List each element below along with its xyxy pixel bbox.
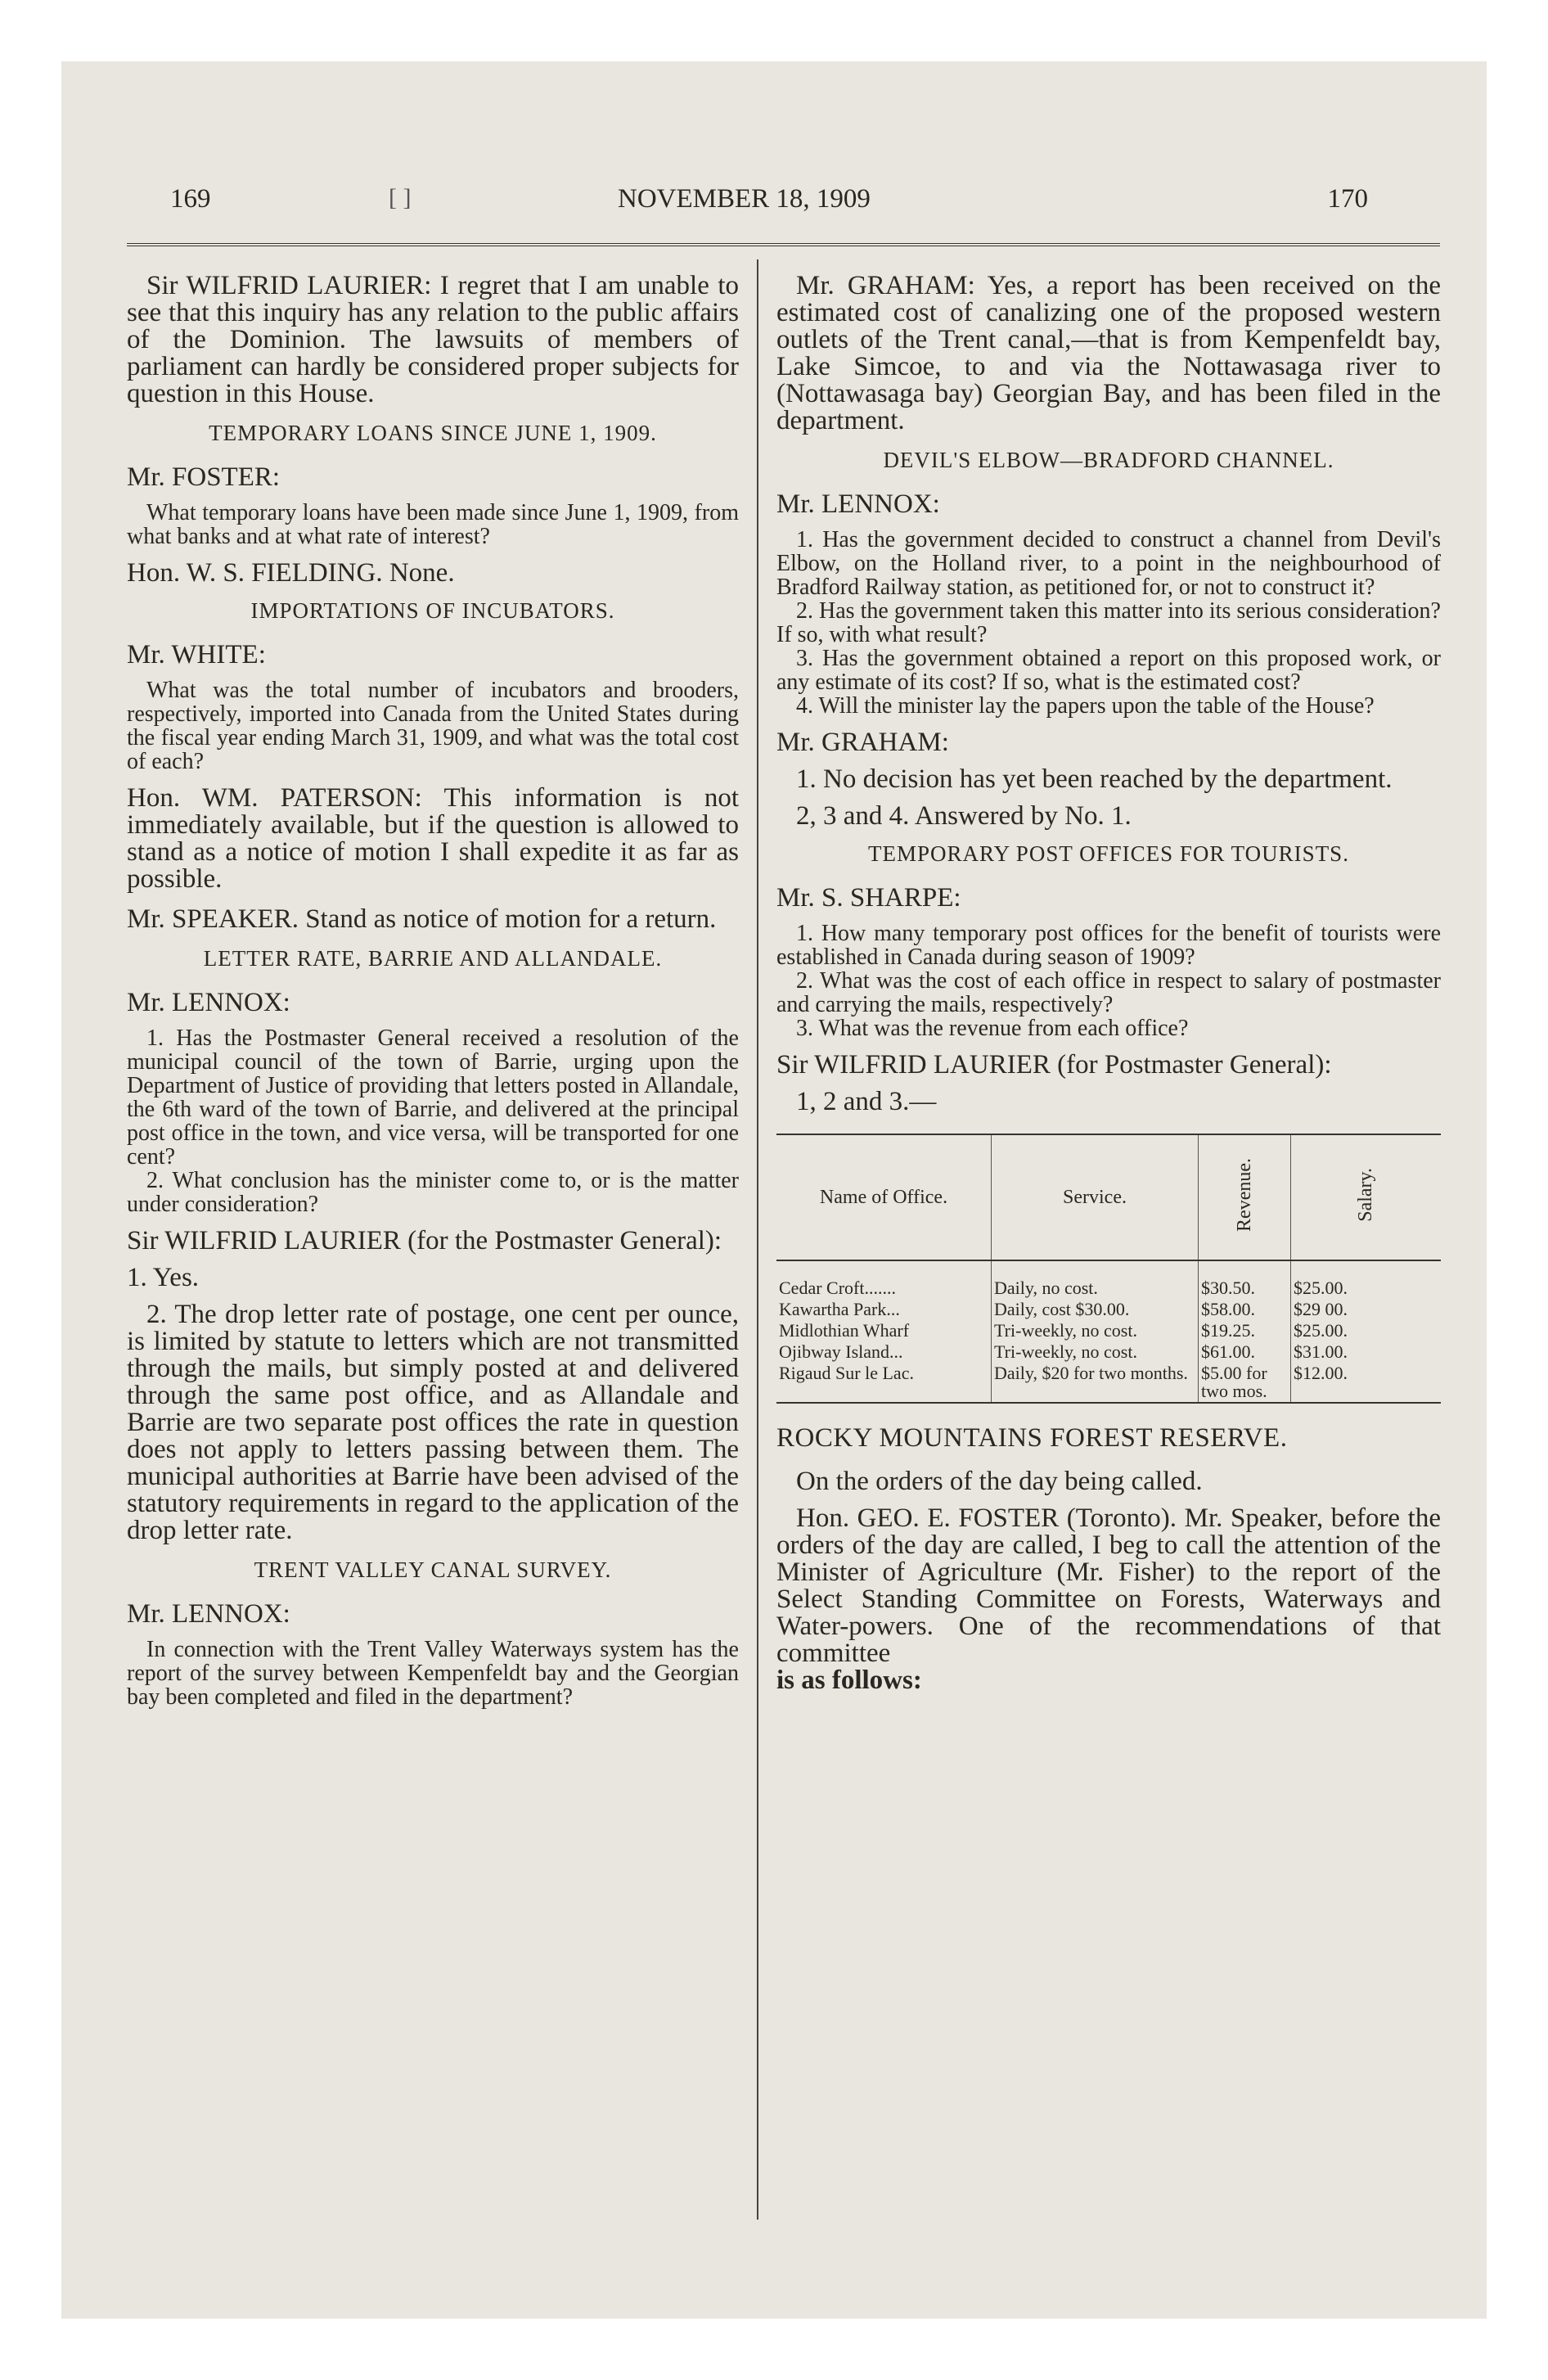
cell-salary: $12.00. [1291, 1363, 1442, 1403]
paragraph: Sir WILFRID LAURIER: I regret that I am unable to see that this inquiry has any relation to the public affairs of the Dominion. The lawsuits of members of parliament can hardly be considered proper subjects for question in this House. [127, 271, 739, 408]
answer: 1, 2 and 3.— [796, 1087, 937, 1116]
question-text: 2. Has the government taken this matter into its serious consideration? If so, with what result? [776, 598, 1441, 647]
table-row [776, 1260, 1441, 1299]
question-text: 2. What was the cost of each office in respect to salary of postmaster and carrying the mails, respectively? [776, 968, 1441, 1017]
page-sheet [61, 61, 1487, 2319]
table-row [776, 1320, 1441, 1341]
cell-revenue: $19.25. [1199, 1320, 1291, 1341]
column-rule [757, 259, 758, 2220]
cell-service: Tri-weekly, no cost. [992, 1341, 1199, 1363]
speaker: Mr. WHITE: [127, 640, 266, 669]
cell-salary: $25.00. [1291, 1320, 1442, 1341]
answer: 1. Yes. [127, 1263, 200, 1292]
question [776, 922, 1441, 1040]
salary-header-label: Salary. [1355, 1167, 1376, 1222]
question-text: 3. Has the government obtained a report on this proposed work, or any estimate of its cost? If so, what is the estimated cost? [776, 646, 1441, 695]
page-number-left: 169 [170, 184, 211, 214]
header-date: NOVEMBER 18, 1909 [618, 184, 871, 214]
cell-name: Cedar Croft....... [779, 1278, 896, 1298]
table-row [776, 1363, 1441, 1403]
cell-salary: $31.00. [1291, 1341, 1442, 1363]
table-row [776, 1341, 1441, 1363]
answer: Hon. W. S. FIELDING. None. [127, 558, 455, 588]
cell-revenue: $30.50. [1199, 1260, 1291, 1299]
cell-revenue: $61.00. [1199, 1341, 1291, 1363]
page-header [61, 184, 1487, 233]
cell-name: Kawartha Park... [779, 1299, 900, 1319]
paragraph: Mr. GRAHAM: Yes, a report has been received on the estimated cost of canalizing one of the proposed western outlets of the Trent canal,—that is from Kempenfeldt bay, Lake Simcoe, to and via the Nottawasaga river to (Nottawasaga bay) Georgian Bay, and has been filed in the department. [776, 271, 1441, 435]
left-column [127, 273, 739, 1720]
speaker: Mr. LENNOX: [127, 1599, 290, 1629]
speaker: Sir WILFRID LAURIER (for the Postmaster General): [127, 1226, 722, 1255]
cell-name: Ojibway Island... [779, 1341, 903, 1362]
answer: 2, 3 and 4. Answered by No. 1. [796, 801, 1132, 831]
margin-mark: [ ] [389, 184, 412, 211]
question-text: What was the total number of incubators and brooders, respectively, imported into Canada from the United States during the fiscal year ending March 31, 1909, and what was the total cost of each? [127, 678, 739, 774]
cell-revenue: $5.00 for two mos. [1199, 1363, 1291, 1403]
speaker: Mr. LENNOX: [127, 988, 290, 1017]
post-office-table [776, 1134, 1441, 1404]
column-header-revenue [1199, 1134, 1291, 1260]
section-heading: TRENT VALLEY CANAL SURVEY. [254, 1557, 612, 1582]
question-text: 2. What conclusion has the minister come to, or is the matter under consideration? [127, 1168, 739, 1217]
page-number-right: 170 [1327, 184, 1368, 214]
answer: Mr. SPEAKER. Stand as notice of motion for a return. [127, 904, 717, 934]
section-heading: IMPORTATIONS OF INCUBATORS. [250, 598, 615, 623]
cell-service: Daily, no cost. [992, 1260, 1199, 1299]
cell-salary: $29 00. [1291, 1299, 1442, 1320]
cell-revenue: $58.00. [1199, 1299, 1291, 1320]
answer: 1. No decision has yet been reached by the department. [796, 764, 1393, 794]
speaker: Mr. LENNOX: [776, 489, 940, 519]
cell-salary: $25.00. [1291, 1260, 1442, 1299]
question-text: 1. How many temporary post offices for the benefit of tourists were established in Canada during season of 1909? [776, 921, 1441, 970]
question-text: 3. What was the revenue from each office? [796, 1016, 1189, 1041]
question [127, 501, 739, 548]
section-heading: ROCKY MOUNTAINS FOREST RESERVE. [776, 1423, 1288, 1453]
column-header-service: Service. [992, 1134, 1199, 1260]
question [127, 1638, 739, 1709]
right-column [776, 273, 1441, 1707]
section-heading: TEMPORARY LOANS SINCE JUNE 1, 1909. [209, 421, 657, 445]
question-text: 1. Has the Postmaster General received a resolution of the municipal council of the town of Barrie, urging upon the Department of Justice of providing that letters posted in Allandale, the 6th ward of the town of Barrie, and delivered at the principal post office in the town, and vice versa, will be transported for one cent? [127, 1025, 739, 1170]
question-text: In connection with the Trent Valley Waterways system has the report of the survey between Kempenfeldt bay and the Georgian bay been completed and filed in the department? [127, 1637, 739, 1710]
question-text: What temporary loans have been made since June 1, 1909, from what banks and at what rate of interest? [127, 500, 739, 549]
answer: Hon. WM. PATERSON: This information is not immediately available, but if the question is allowed to stand as a notice of motion I shall expedite it as far as possible. [127, 783, 739, 894]
table-row [776, 1299, 1441, 1320]
cell-name: Midlothian Wharf [779, 1320, 910, 1341]
paragraph-end: is as follows: [776, 1666, 922, 1695]
cell-name: Rigaud Sur le Lac. [779, 1363, 914, 1383]
question [776, 528, 1441, 718]
header-rule [127, 243, 1440, 246]
cell-service: Tri-weekly, no cost. [992, 1320, 1199, 1341]
section-heading: DEVIL'S ELBOW—BRADFORD CHANNEL. [883, 448, 1334, 472]
question [127, 678, 739, 773]
column-header-salary [1291, 1134, 1442, 1260]
column-header-name: Name of Office. [776, 1134, 992, 1260]
question-text: 1. Has the government decided to construct a channel from Devil's Elbow, on the Holland river, to a point in the neighbourhood of Bradford Railway station, as petitioned for, or not to construct it? [776, 527, 1441, 600]
section-heading: TEMPORARY POST OFFICES FOR TOURISTS. [868, 841, 1349, 866]
speaker: Sir WILFRID LAURIER (for Postmaster General): [776, 1050, 1332, 1080]
cell-service: Daily, $20 for two months. [992, 1363, 1199, 1403]
speaker: Mr. S. SHARPE: [776, 883, 961, 913]
answer: 2. The drop letter rate of postage, one cent per ounce, is limited by statute to letters which are not transmitted through the mails, but simply posted at and delivered through the same post office, and as Allandale and Barrie are two separate post offices the rate in question does not apply to letters passing between them. The municipal authorities at Barrie have been advised of the statutory requirements in regard to the application of the drop letter rate. [127, 1300, 739, 1545]
section-heading: LETTER RATE, BARRIE AND ALLANDALE. [203, 946, 663, 971]
revenue-header-label: Revenue. [1233, 1157, 1255, 1232]
paragraph: On the orders of the day being called. [796, 1467, 1203, 1496]
speaker: Mr. FOSTER: [127, 462, 281, 492]
paragraph: Hon. GEO. E. FOSTER (Toronto). Mr. Speaker, before the orders of the day are called, I beg to call the attention of the Minister of Agriculture (Mr. Fisher) to the report of the Select Standing Committee on Forests, Waterways and Water-powers. One of the recommendations of that committee [776, 1503, 1441, 1668]
question [127, 1026, 739, 1216]
cell-service: Daily, cost $30.00. [992, 1299, 1199, 1320]
table-header-row [776, 1134, 1441, 1260]
question-text: 4. Will the minister lay the papers upon the table of the House? [796, 693, 1375, 719]
speaker: Mr. GRAHAM: [776, 728, 949, 757]
